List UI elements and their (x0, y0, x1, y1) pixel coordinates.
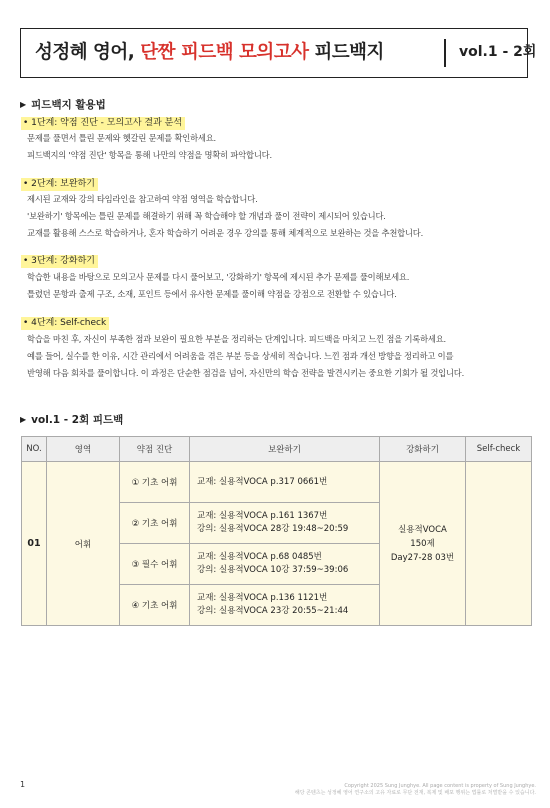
step-1-title-text: 1단계: 약점 진단 - 모의고사 결과 분석 (31, 118, 183, 128)
header-divider (444, 39, 446, 67)
step-3-title (21, 255, 98, 268)
step-1-line-2: 피드백지의 '약점 진단' 항목을 통해 나만의 약점을 명확히 파악합니다. (27, 150, 272, 160)
volume-label: vol.1 - 2회 (459, 44, 537, 60)
title-accent: 단짠 피드백 모의고사 (140, 42, 309, 63)
reinforce-cell (380, 462, 466, 626)
supplement-line: 강의: 실용적VOCA 23강 20:55~21:44 (197, 606, 349, 616)
guide-heading (20, 97, 106, 112)
supplement-line: 강의: 실용적VOCA 10강 37:59~39:06 (197, 565, 349, 575)
supplement-cell (190, 462, 380, 503)
supplement-line: 강의: 실용적VOCA 28강 19:48~20:59 (197, 524, 349, 534)
step-bullet: • (23, 179, 32, 189)
step-2-title-text: 2단계: 보완하기 (31, 179, 95, 189)
diagnosis-cell: ② 기초 어휘 (120, 503, 190, 544)
reinforce-line-1: 실용적VOCA (398, 524, 447, 535)
table-header-row (22, 437, 532, 462)
step-3-line-2: 틀렸던 문항과 출제 구조, 소재, 포인트 등에서 유사한 문제를 풀이해 약점을 강점으로 전환할 수 있습니다. (27, 289, 397, 299)
step-4-title (21, 317, 109, 330)
step-2-line-2: '보완하기' 항목에는 틀린 문제를 해결하기 위해 꼭 학습해야 할 개념과 풀이 전략이 제시되어 있습니다. (27, 211, 386, 221)
step-1-title (21, 117, 185, 130)
step-4-title-text: 4단계: Self-check (31, 318, 107, 328)
step-3-line-1: 학습한 내용을 바탕으로 모의고사 문제를 다시 풀어보고, '강화하기' 항목에 제시된 추가 문제를 풀이해보세요. (27, 272, 410, 282)
title-prefix: 성정혜 영어, (35, 42, 141, 63)
reinforce-line-2: 150제 (410, 538, 435, 549)
diagnosis-cell: ① 기초 어휘 (120, 462, 190, 503)
col-header-no: NO. (22, 437, 47, 462)
supplement-line: 교재: 실용적VOCA p.68 0485번 (197, 552, 322, 562)
col-header-area: 영역 (47, 437, 120, 462)
col-header-reinforce: 강화하기 (380, 437, 466, 462)
diagnosis-cell: ④ 기초 어휘 (120, 585, 190, 626)
supplement-cell (190, 585, 380, 626)
triangle-bullet-icon: ▶ (20, 100, 27, 109)
triangle-bullet-icon: ▶ (20, 415, 27, 424)
supplement-cell (190, 503, 380, 544)
step-2-line-1: 제시된 교재와 강의 타임라인을 참고하여 약점 영역을 학습합니다. (27, 194, 258, 204)
step-1-line-1: 문제를 풀면서 틀린 문제와 헷갈린 문제를 확인하세요. (27, 133, 216, 143)
self-check-cell[interactable] (466, 462, 532, 626)
feedback-heading-text: vol.1 - 2회 피드백 (31, 414, 124, 426)
supplement-line: 교재: 실용적VOCA p.136 1121번 (197, 593, 328, 603)
step-3-title-text: 3단계: 강화하기 (31, 256, 95, 266)
row-number: 01 (22, 462, 47, 626)
copyright-notice (216, 783, 536, 797)
step-2-title (21, 178, 98, 191)
step-bullet: • (23, 318, 32, 328)
header-box (20, 28, 537, 78)
copyright-notice-line: 해당 콘텐츠는 성정혜 영어 연구소의 고유 자료로 무단 전재, 복제 및 배포 행위는 법률로 처벌받을 수 있습니다. (294, 790, 536, 796)
step-bullet: • (23, 118, 32, 128)
supplement-line: 교재: 실용적VOCA p.317 0661번 (197, 476, 328, 487)
guide-heading-text: 피드백지 활용법 (31, 99, 106, 111)
supplement-line: 교재: 실용적VOCA p.161 1367번 (197, 511, 328, 521)
table-row (22, 462, 532, 503)
diagnosis-cell: ③ 필수 어휘 (120, 544, 190, 585)
step-4-line-3: 반영해 다음 회차를 풀이합니다. 이 과정은 단순한 점검을 넘어, 자신만의 학습 전략을 발견시키는 중요한 기회가 될 것입니다. (27, 368, 465, 378)
feedback-heading (20, 412, 123, 427)
supplement-cell (190, 544, 380, 585)
step-bullet: • (23, 256, 32, 266)
step-4-line-1: 학습을 마친 후, 자신이 부족한 점과 보완이 필요한 부분을 정리하는 단계입니다. 피드백을 마치고 느낀 점을 기록하세요. (27, 334, 446, 344)
copyright-line: Copyright 2025 Sung Junghye. All page content is property of Sung Junghye. (344, 783, 536, 789)
row-area: 어휘 (47, 462, 120, 626)
col-header-diagnosis: 약점 진단 (120, 437, 190, 462)
step-2-line-3: 교재를 활용해 스스로 학습하거나, 혼자 학습하기 어려운 경우 강의를 통해 체계적으로 보완하는 것을 추천합니다. (27, 228, 424, 238)
col-header-supplement: 보완하기 (190, 437, 380, 462)
page-number: 1 (20, 780, 26, 789)
step-4-line-2: 예를 들어, 실수를 한 이유, 시간 관리에서 어려움을 겪은 부분 등을 상세히 적습니다. 느낀 점과 개선 방향을 정리하고 이를 (27, 351, 454, 361)
reinforce-line-3: Day27-28 03번 (390, 552, 455, 563)
title-suffix: 피드백지 (308, 42, 384, 63)
document-title (35, 29, 384, 76)
feedback-table (21, 436, 532, 626)
col-header-self-check: Self-check (466, 437, 532, 462)
